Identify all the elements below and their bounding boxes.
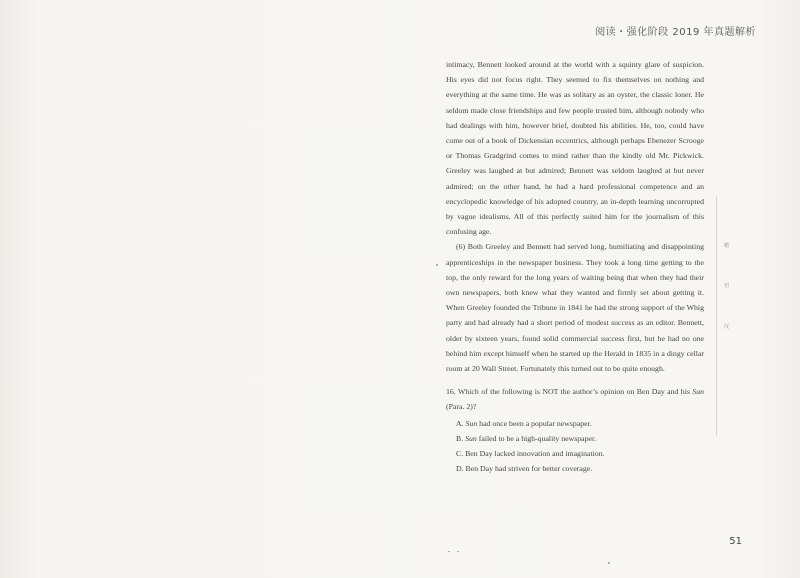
side-tab-3: 汉 xyxy=(724,324,730,330)
option-b-prefix: B. xyxy=(456,433,466,443)
option-a xyxy=(446,416,704,431)
option-a-text: had once been a popular newspaper. xyxy=(477,418,592,428)
page-number: 51 xyxy=(729,536,742,547)
scan-speck xyxy=(457,551,459,552)
option-b-text: failed to be a high-quality newspaper. xyxy=(476,433,597,443)
option-d xyxy=(446,461,704,476)
option-d-prefix: D. xyxy=(456,464,466,474)
running-header: 阅读・强化阶段 2019 年真题解析 xyxy=(595,27,756,38)
question-options xyxy=(446,416,704,477)
option-c xyxy=(446,446,704,461)
side-tab-rule xyxy=(716,196,717,436)
option-d-text: Ben Day had striven for better coverage. xyxy=(465,464,593,474)
text-column xyxy=(446,57,704,476)
question-stem-text-1: 16. Which of the following is NOT the author’s opinion on Ben Day and his xyxy=(446,387,693,397)
question-stem-italic: Sun xyxy=(692,387,704,397)
body-paragraph-1: intimacy, Bennett looked around at the world with a squinty glare of suspicion. His eyes did not focus right. They seemed to fix themselves on nothing and everything at the same time. He was as solitary as an oyster, the classic loner. He seldom made close friendships and few people trusted him, although nobody who had dealings with him, however brief, doubted his abilities. He, too, could have come out of a book of Dickensian eccentrics, although perhaps Ebenezer Scrooge or Thomas Gradgrind comes to mind rather than the kindly old Mr. Pickwick. Greeley was laughed at but admired; Bennett was seldom laughed at but never admired; on the other hand, he had a hard professional competence and an encyclopedic knowledge of his adopted country, an in-depth learning uncorrupted by vague idealisms. All of this perfectly suited him for the journalism of this confusing age. xyxy=(446,60,704,237)
body-paragraph-2: (6) Both Greeley and Bennett had served long, humiliating and disappointing apprenticeships in the newspaper business. They took a long time getting to the top, the only reward for the long years of waiting being that when they had their own newspapers, both knew what they wanted and firmly set about getting it. When Greeley founded the Tribune in 1841 he had the strong support of the Whig party and had already had a short period of modest success as an editor. Bennett, older by sixteen years, found solid commercial success first, but he had no one behind him except himself when he started up the Herald in 1835 in a dingy cellar room at 20 Wall Street. Fortunately this turned out to be quite enough. xyxy=(446,242,704,374)
option-a-italic: Sun xyxy=(465,418,478,428)
side-tab-2: 切 xyxy=(724,283,730,289)
option-a-prefix: A. xyxy=(456,418,466,428)
scan-speck xyxy=(608,562,610,564)
question-16-stem xyxy=(446,384,704,414)
option-b xyxy=(446,431,704,446)
option-c-prefix: C. xyxy=(456,449,466,459)
scan-speck xyxy=(436,264,438,266)
question-stem-text-2: (Para. 2)? xyxy=(446,402,477,412)
scan-speck xyxy=(448,551,450,552)
option-c-text: Ben Day lacked innovation and imagination. xyxy=(465,449,605,459)
side-tab-1: 精 xyxy=(724,243,730,249)
option-b-italic: Sun xyxy=(465,433,477,443)
